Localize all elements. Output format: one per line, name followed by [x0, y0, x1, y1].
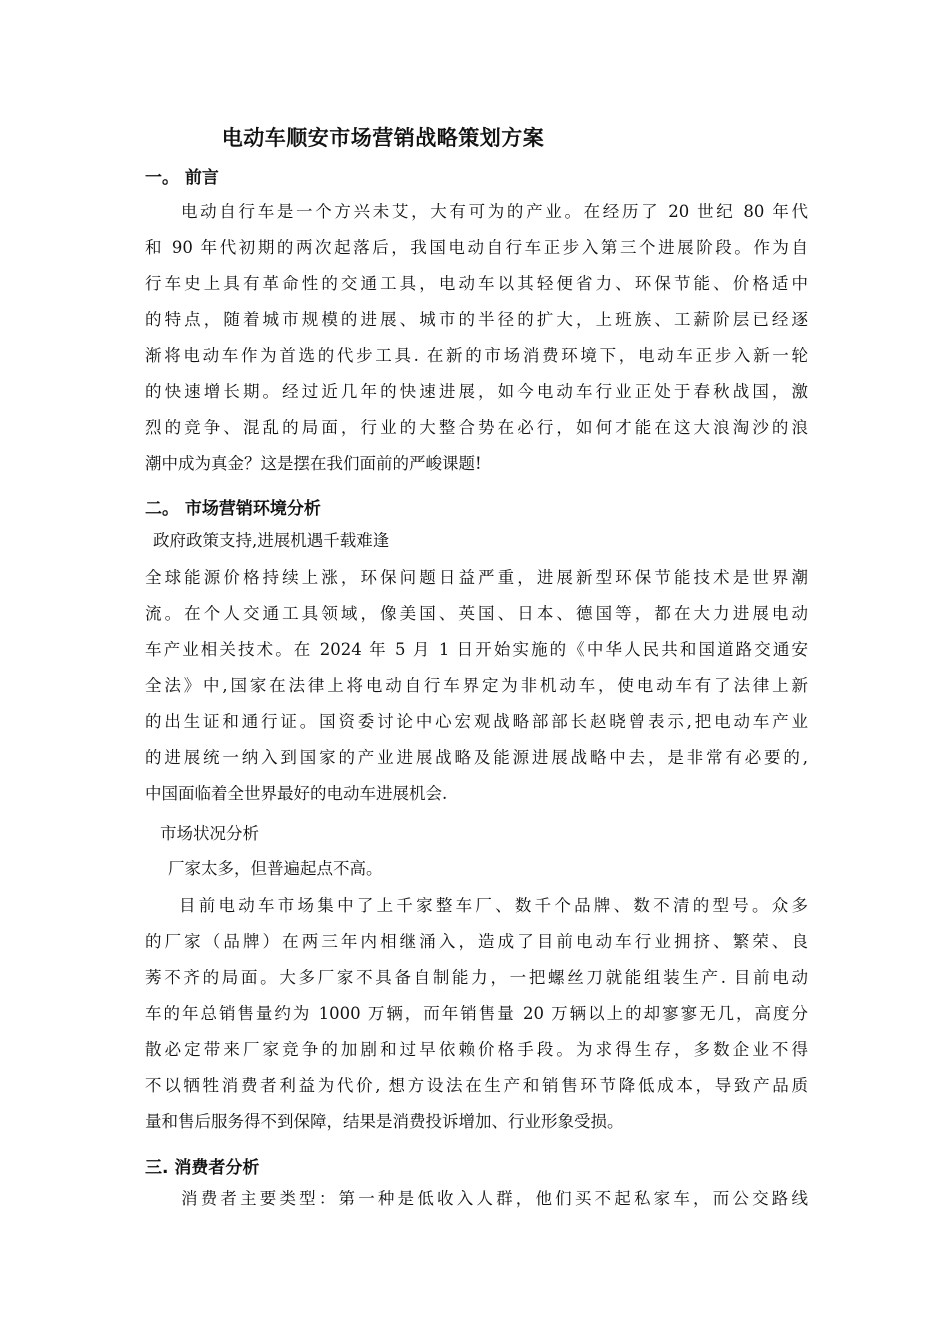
- paragraph-line: 流。在个人交通工具领域，像美国、英国、日本、德国等，都在大力进展电动: [145, 604, 808, 623]
- paragraph-line: 散必定带来厂家竞争的加剧和过早依赖价格手段。为求得生存，多数企业不得: [145, 1040, 808, 1059]
- paragraph-line: 消费者主要类型：第一种是低收入人群，他们买不起私家车，而公交路线: [181, 1189, 808, 1208]
- paragraph-line: 中国面临着全世界最好的电动车进展机会.: [145, 784, 448, 803]
- document-title: 电动车顺安市场营销战略策划方案: [221, 126, 545, 150]
- paragraph-line: 的出生证和通行证。国资委讨论中心宏观战略部部长赵晓曾表示,把电动车产业: [145, 712, 808, 731]
- section-heading-market-environment: 二。 市场营销环境分析: [145, 499, 321, 519]
- paragraph-line: 目前电动车市场集中了上千家整车厂、数千个品牌、数不清的型号。众多: [179, 896, 808, 915]
- paragraph-line: 的进展统一纳入到国家的产业进展战略及能源进展战略中去，是非常有必要的,: [145, 748, 808, 767]
- paragraph-line: 渐将电动车作为首选的代步工具. 在新的市场消费环境下，电动车正步入新一轮: [145, 346, 808, 365]
- paragraph-line: 行车史上具有革命性的交通工具，电动车以其轻便省力、环保节能、价格适中: [145, 274, 808, 293]
- paragraph-line: 的厂家（品牌）在两三年内相继涌入，造成了目前电动车行业拥挤、繁荣、良: [145, 932, 808, 951]
- paragraph-line: 潮中成为真金？这是摆在我们面前的严峻课题!: [145, 454, 482, 473]
- paragraph-line: 的特点，随着城市规模的进展、城市的半径的扩大，上班族、工薪阶层已经逐: [145, 310, 808, 329]
- paragraph-line: 的快速增长期。经过近几年的快速进展，如今电动车行业正处于春秋战国，激: [145, 382, 808, 401]
- paragraph-line: 和 90 年代初期的两次起落后，我国电动自行车正步入第三个进展阶段。作为自: [145, 238, 808, 257]
- subheading-policy: 政府政策支持,进展机遇千载难逢: [153, 531, 390, 550]
- section-heading-preface: 一。 前言: [145, 168, 219, 188]
- paragraph-line: 烈的竞争、混乱的局面，行业的大整合势在必行，如何才能在这大浪淘沙的浪: [145, 418, 808, 437]
- paragraph-line: 车产业相关技术。在 2024 年 5 月 1 日开始实施的《中华人民共和国道路交通安: [145, 640, 808, 659]
- subheading-market-status: 市场状况分析: [160, 824, 259, 843]
- paragraph-line: 车的年总销售量约为 1000 万辆，而年销售量 20 万辆以上的却寥寥无几，高度分: [145, 1004, 808, 1023]
- paragraph-line: 全球能源价格持续上涨，环保问题日益严重，进展新型环保节能技术是世界潮: [145, 568, 808, 587]
- paragraph-line: 全法》中,国家在法律上将电动自行车界定为非机动车，使电动车有了法律上新: [145, 676, 808, 695]
- paragraph-line: 不以牺牲消费者利益为代价, 想方设法在生产和销售环节降低成本，导致产品质: [145, 1076, 808, 1095]
- paragraph-line: 量和售后服务得不到保障，结果是消费投诉增加、行业形象受损。: [145, 1112, 624, 1131]
- section-heading-consumer: 三. 消费者分析: [145, 1158, 260, 1178]
- paragraph-line: 电动自行车是一个方兴未艾，大有可为的产业。在经历了 20 世纪 80 年代: [181, 202, 808, 221]
- subheading-manufacturers: 厂家太多，但普遍起点不高。: [168, 859, 383, 878]
- paragraph-line: 莠不齐的局面。大多厂家不具备自制能力，一把螺丝刀就能组装生产. 目前电动: [145, 968, 808, 987]
